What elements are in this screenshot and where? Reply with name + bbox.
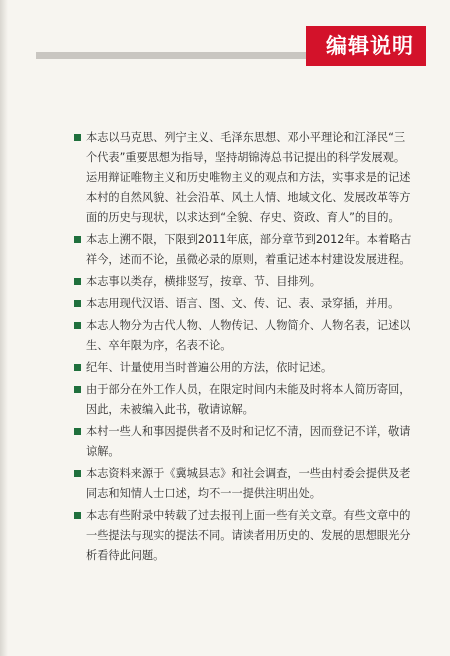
square-bullet-icon [74, 300, 81, 307]
square-bullet-icon [74, 322, 81, 329]
list-item-text: 本志资料来源于《冀城县志》和社会调查，一些由村委会提供及老同志和知情人士口述，均不一一提供注明出处。 [86, 467, 411, 500]
list-item [74, 294, 414, 314]
list-item [74, 358, 414, 378]
list-item [74, 506, 414, 566]
header-rule [36, 52, 306, 59]
square-bullet-icon [74, 512, 81, 519]
square-bullet-icon [74, 428, 81, 435]
square-bullet-icon [74, 236, 81, 243]
list-item [74, 128, 414, 228]
list-item [74, 380, 414, 420]
list-item [74, 422, 414, 462]
list-item-text: 纪年、计量使用当时普遍公用的方法，依时记述。 [86, 361, 333, 374]
square-bullet-icon [74, 386, 81, 393]
square-bullet-icon [74, 134, 81, 141]
list-item-text: 本村一些人和事因提供者不及时和记忆不清，因而登记不详，敬请谅解。 [86, 425, 411, 458]
page-edge-shadow [0, 0, 8, 656]
list-item-text: 本志上溯不限，下限到2011年底，部分章节到2012年。本着略古祥今，述而不论，虽微必录的原则，着重记述本村建设发展进程。 [86, 233, 412, 266]
list-item-text: 本志事以类存，横排竖写，按章、节、目排列。 [86, 275, 321, 288]
list-item-text: 本志用现代汉语、语言、图、文、传、记、表、录穿插，并用。 [86, 297, 400, 310]
list-item [74, 230, 414, 270]
square-bullet-icon [74, 364, 81, 371]
list-item-text: 本志以马克思、列宁主义、毛泽东思想、邓小平理论和江泽民“三个代表”重要思想为指导，坚持胡锦涛总书记提出的科学发展观。运用辩证唯物主义和历史唯物主义的观点和方法，实事求是的记述本村的自然风貌、社会沿革、风土人情、地域文化、发展改革等方面的历史与现状，以求达到“全貌、存史、资政、育人”的目的。 [86, 131, 411, 224]
list-item-text: 本志人物分为古代人物、人物传记、人物简介、人物名表，记述以生、卒年限为序，名表不论。 [86, 319, 411, 352]
list-item [74, 316, 414, 356]
list-item-text: 由于部分在外工作人员，在限定时间内未能及时将本人简历寄回，因此，未被编入此书，敬请谅解。 [86, 383, 411, 416]
notes-list [74, 128, 414, 568]
page-title: 编辑说明 [306, 26, 426, 66]
square-bullet-icon [74, 278, 81, 285]
square-bullet-icon [74, 470, 81, 477]
list-item [74, 272, 414, 292]
list-item [74, 464, 414, 504]
list-item-text: 本志有些附录中转载了过去报刊上面一些有关文章。有些文章中的一些提法与现实的提法不同。请读者用历史的、发展的思想眼光分析看待此问题。 [86, 509, 411, 562]
